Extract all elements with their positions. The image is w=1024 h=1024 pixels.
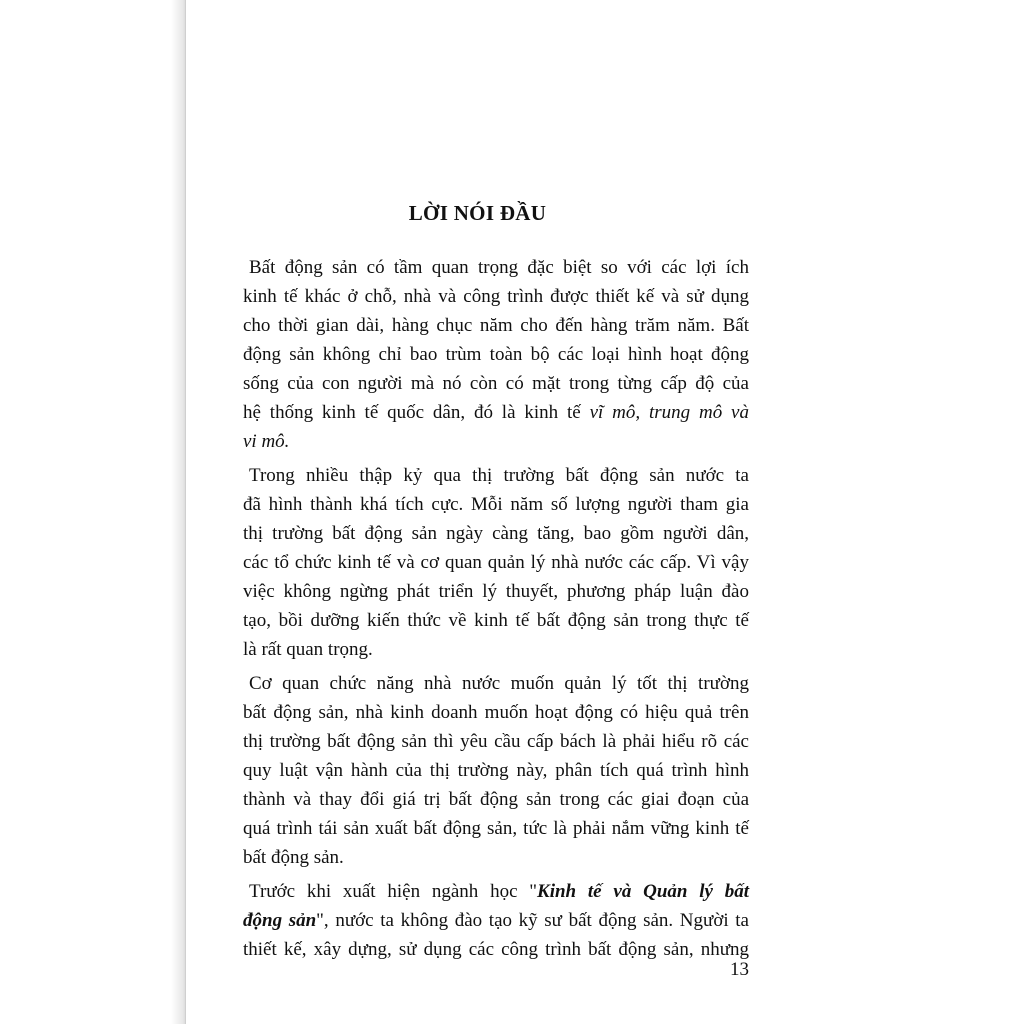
- text-line: là rất quan trọng.: [243, 639, 373, 660]
- page-title: LỜI NÓI ĐẦU: [408, 201, 547, 225]
- body-text: [243, 253, 749, 969]
- text-run: hệ thống kinh tế quốc dân, đó là kinh tế: [243, 402, 590, 423]
- text-line: thị trường bất động sản thì yêu cầu cấp bách là phải hiểu rõ các: [243, 731, 749, 752]
- text-line: Cơ quan chức năng nhà nước muốn quản lý tốt thị trường: [249, 673, 749, 694]
- text-line: Bất động sản có tầm quan trọng đặc biệt so với các lợi ích: [249, 257, 749, 278]
- page-edge: [185, 0, 186, 1024]
- text-line-mixed: [243, 877, 749, 906]
- text-line: đã hình thành khá tích cực. Mỗi năm số lượng người tham gia: [243, 494, 749, 515]
- text-line: thành và thay đổi giá trị bất động sản trong các giai đoạn của: [243, 789, 749, 810]
- paragraph-4: [243, 877, 749, 964]
- bold-italic-text-run: Kinh tế và Quản lý bất: [537, 881, 749, 902]
- text-line: quá trình tái sản xuất bất động sản, tức là phải nắm vững kinh tế: [243, 818, 749, 839]
- text-run: Trước khi xuất hiện ngành học ": [249, 881, 538, 902]
- text-line: tạo, bồi dưỡng kiến thức về kinh tế bất động sản trong thực tế: [243, 610, 749, 631]
- text-line-mixed: [243, 398, 749, 427]
- paragraph-2: [243, 461, 749, 664]
- text-line: sống của con người mà nó còn có mặt trong từng cấp độ của: [243, 373, 749, 394]
- text-line: kinh tế khác ở chỗ, nhà và công trình được thiết kế và sử dụng: [243, 286, 749, 307]
- italic-text-run: vĩ mô, trung mô và: [589, 402, 749, 423]
- text-line: quy luật vận hành của thị trường này, phân tích quá trình hình: [243, 760, 749, 781]
- text-line: [243, 427, 749, 456]
- paragraph-1: [243, 253, 749, 456]
- page-number: 13: [730, 959, 749, 980]
- text-line-mixed: [243, 906, 749, 935]
- text-line: bất động sản, nhà kinh doanh muốn hoạt động có hiệu quả trên: [243, 702, 749, 723]
- text-line: thiết kế, xây dựng, sử dụng các công trình bất động sản, nhưng: [243, 939, 749, 960]
- text-line: việc không ngừng phát triển lý thuyết, phương pháp luận đào: [243, 581, 749, 602]
- bold-italic-text-run: động sản: [243, 910, 317, 931]
- page-gutter-shadow: [0, 0, 186, 1024]
- text-run: ", nước ta không đào tạo kỹ sư bất động sản. Người ta: [316, 910, 749, 931]
- text-line: cho thời gian dài, hàng chục năm cho đến hàng trăm năm. Bất: [243, 315, 749, 336]
- paragraph-3: [243, 669, 749, 872]
- text-line: Trong nhiều thập kỷ qua thị trường bất động sản nước ta: [249, 465, 749, 486]
- text-line: thị trường bất động sản ngày càng tăng, bao gồm người dân,: [243, 523, 749, 544]
- text-line: bất động sản.: [243, 847, 344, 868]
- text-line: động sản không chỉ bao trùm toàn bộ các loại hình hoạt động: [243, 344, 749, 365]
- italic-text-run: vi mô.: [243, 431, 290, 452]
- text-line: các tổ chức kinh tế và cơ quan quản lý nhà nước các cấp. Vì vậy: [243, 552, 749, 573]
